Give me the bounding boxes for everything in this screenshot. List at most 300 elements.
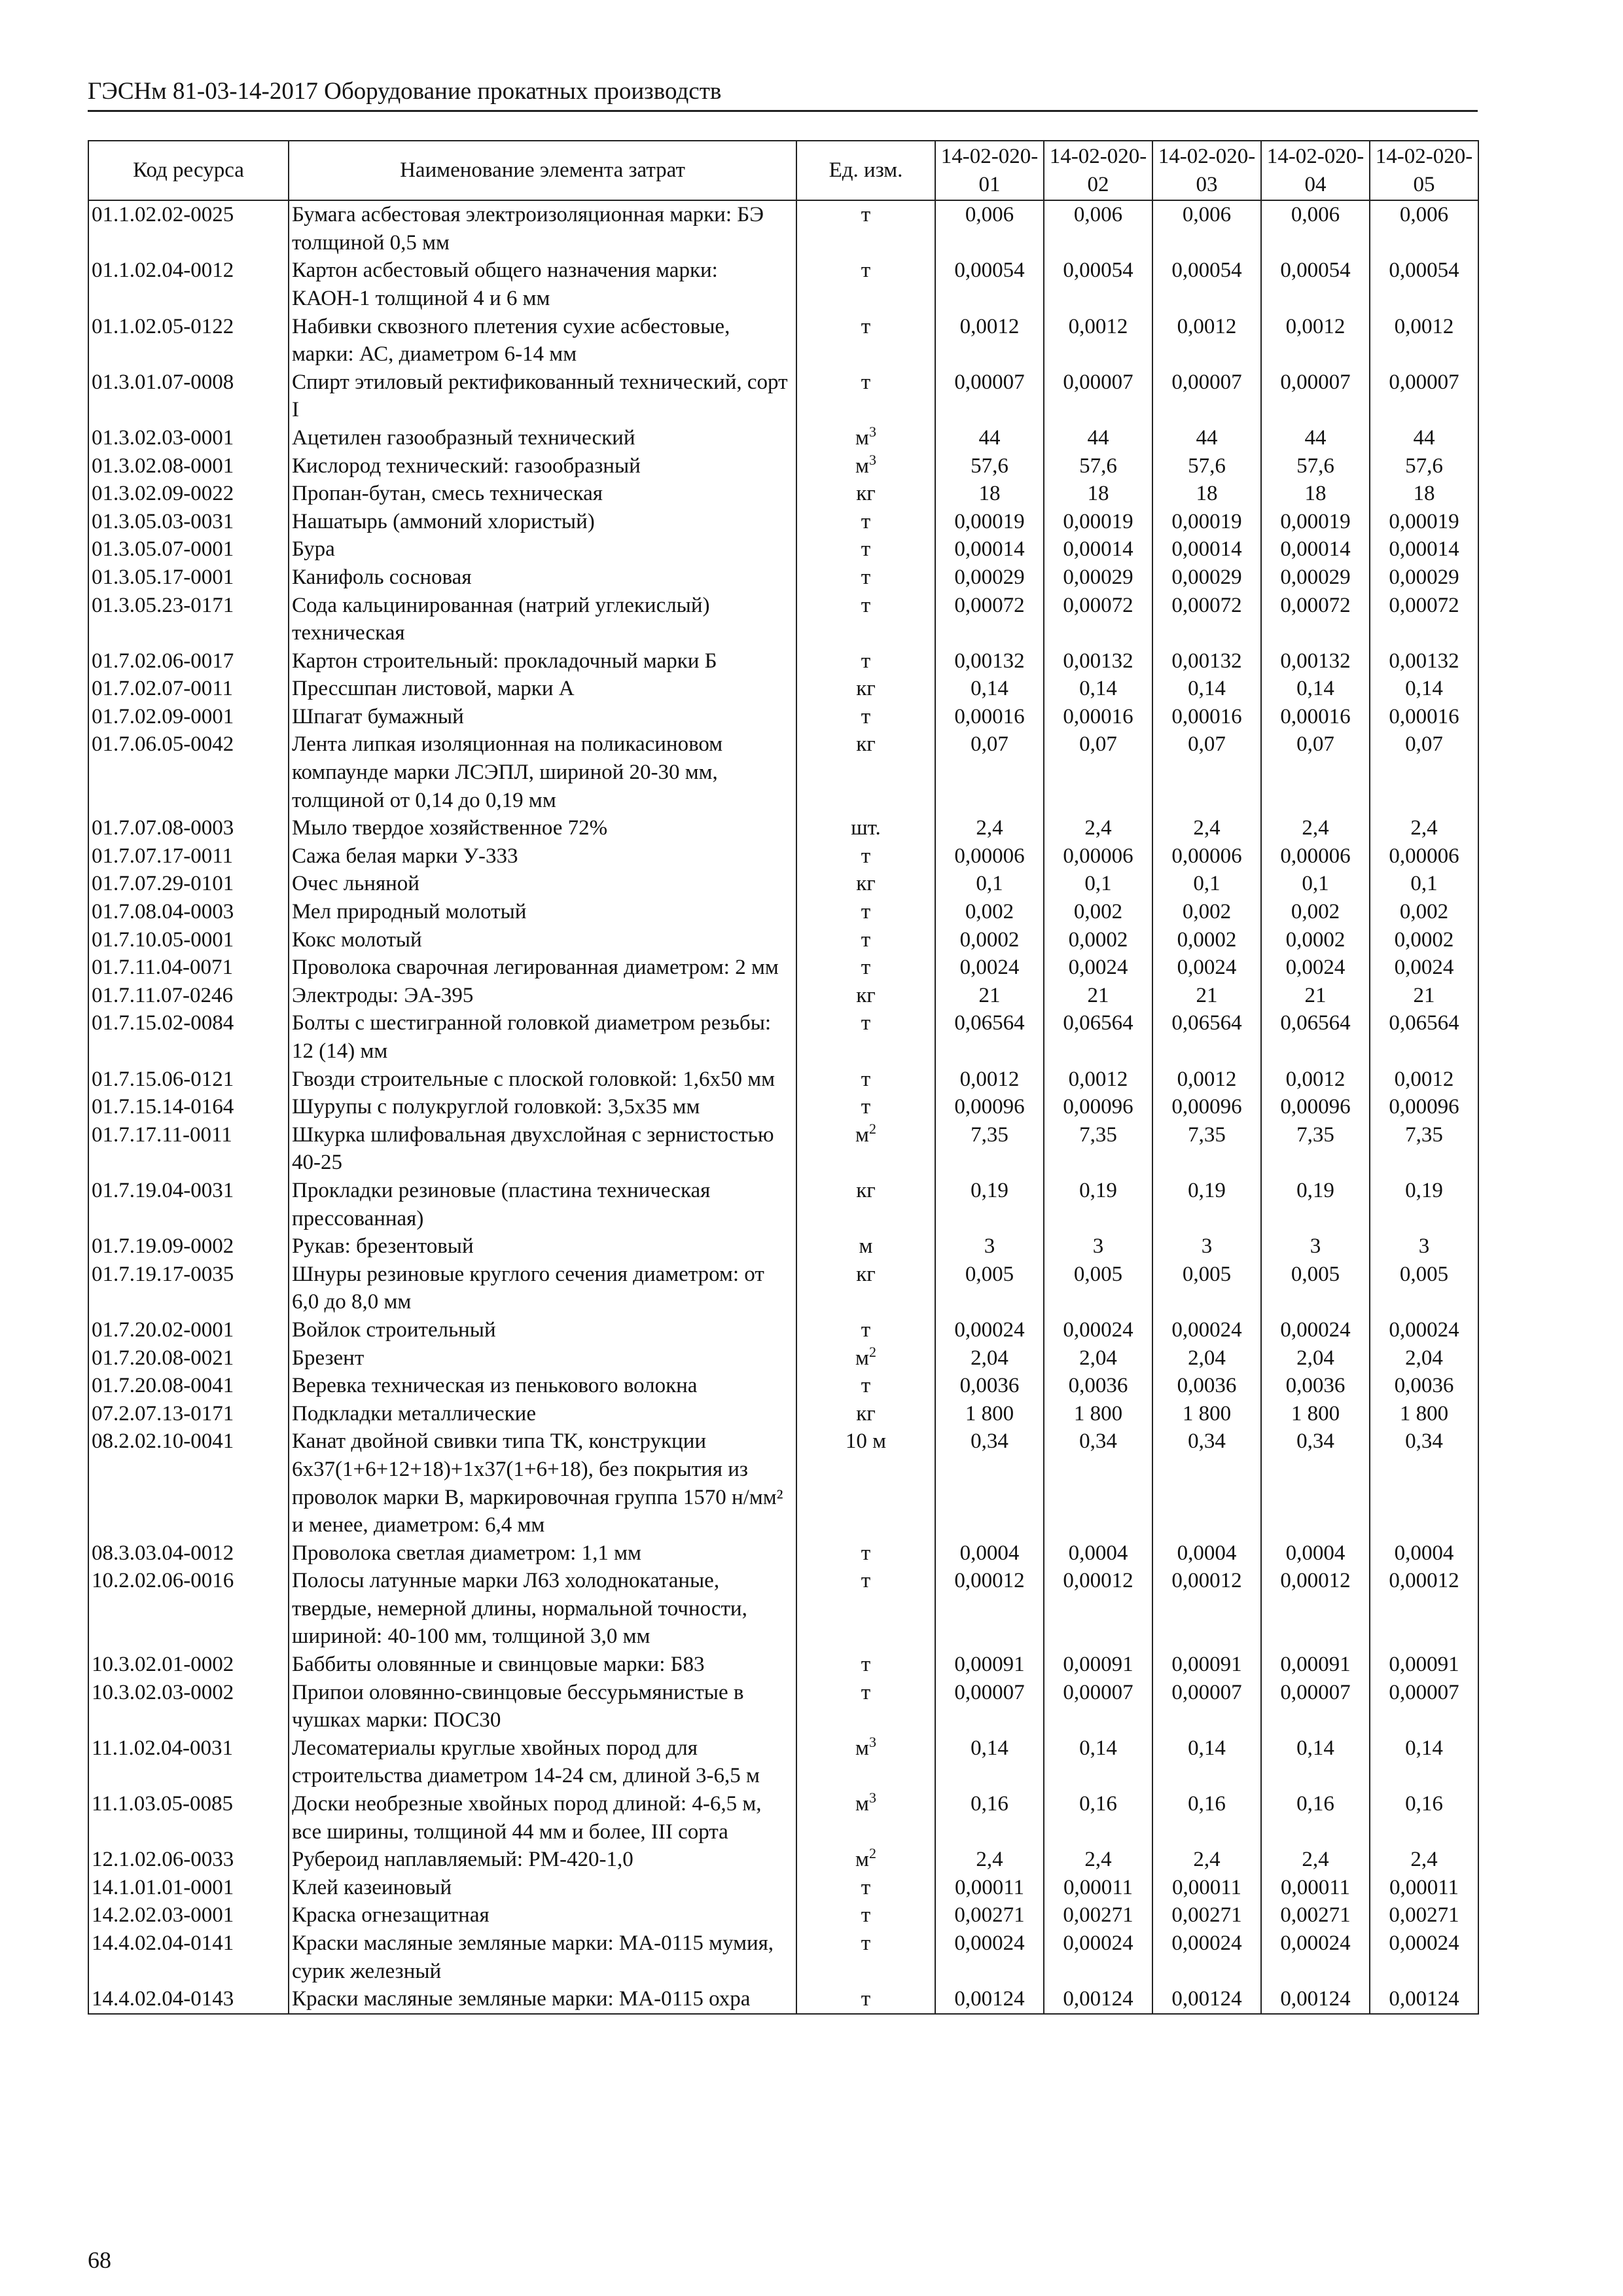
value-14-02-020-02: 0,00024 [1044,1929,1152,1985]
resource-code: 01.3.02.03-0001 [88,424,289,452]
resource-code: 01.7.19.04-0031 [88,1177,289,1232]
value-14-02-020-05: 0,00011 [1370,1874,1478,1902]
value-14-02-020-01: 18 [935,480,1044,508]
table-row [88,1929,1478,1985]
unit-text: м [855,1736,869,1760]
value-14-02-020-05: 0,00091 [1370,1651,1478,1679]
resource-name: Сода кальцинированная (натрий углекислый) техническая [289,592,796,647]
table-row [88,675,1478,703]
resource-name: Кокс молотый [289,926,796,954]
value-14-02-020-05: 57,6 [1370,452,1478,480]
value-14-02-020-01: 3 [935,1232,1044,1261]
value-14-02-020-03: 0,0002 [1152,926,1261,954]
value-14-02-020-02: 0,00007 [1044,1679,1152,1734]
value-14-02-020-05: 0,0036 [1370,1372,1478,1400]
resource-name: Подкладки металлические [289,1400,796,1428]
value-14-02-020-05: 0,0024 [1370,954,1478,982]
value-14-02-020-01: 2,4 [935,1846,1044,1874]
value-14-02-020-02: 18 [1044,480,1152,508]
unit-text: т [861,1987,871,2011]
table-row [88,1009,1478,1065]
table-row [88,1567,1478,1651]
table-row [88,1066,1478,1094]
resource-name: Шкурка шлифовальная двухслойная с зернистостью 40-25 [289,1121,796,1177]
value-14-02-020-01: 0,19 [935,1177,1044,1232]
unit-text: т [861,509,871,533]
resource-code: 01.3.05.07-0001 [88,535,289,564]
resource-name: Очес льняной [289,870,796,898]
unit-cell [796,647,935,675]
unit-cell [796,1567,935,1651]
col-header-14-02-020-03: 14-02-020-03 [1152,141,1261,200]
value-14-02-020-03: 0,14 [1152,1734,1261,1790]
resource-code: 01.3.05.03-0031 [88,508,289,536]
value-14-02-020-05: 0,16 [1370,1790,1478,1846]
unit-cell [796,1427,935,1539]
resource-name: Шурупы с полукруглой головкой: 3,5х35 мм [289,1093,796,1121]
value-14-02-020-01: 0,16 [935,1790,1044,1846]
value-14-02-020-01: 7,35 [935,1121,1044,1177]
unit-text: кг [856,677,876,701]
value-14-02-020-04: 2,4 [1261,814,1370,842]
resource-code: 12.1.02.06-0033 [88,1846,289,1874]
value-14-02-020-03: 0,00029 [1152,564,1261,592]
value-14-02-020-01: 2,4 [935,814,1044,842]
resource-code: 01.7.02.09-0001 [88,703,289,731]
value-14-02-020-02: 0,07 [1044,730,1152,814]
unit-text: кг [856,1178,876,1202]
value-14-02-020-05: 0,00007 [1370,1679,1478,1734]
col-header-14-02-020-02: 14-02-020-02 [1044,141,1152,200]
value-14-02-020-04: 0,14 [1261,675,1370,703]
unit-text: т [861,1374,871,1398]
value-14-02-020-02: 0,0012 [1044,1066,1152,1094]
resource-name: Краски масляные земляные марки: МА-0115 охра [289,1985,796,2014]
table-row [88,1651,1478,1679]
resource-code: 01.1.02.05-0122 [88,313,289,368]
unit-cell [796,1316,935,1344]
value-14-02-020-05: 3 [1370,1232,1478,1261]
unit-cell [796,368,935,424]
value-14-02-020-05: 0,00007 [1370,368,1478,424]
resource-name: Спирт этиловый ректификованный технический, сорт I [289,368,796,424]
resource-code: 01.7.02.06-0017 [88,647,289,675]
table-row [88,480,1478,508]
unit-cell [796,1261,935,1316]
value-14-02-020-05: 0,00132 [1370,647,1478,675]
value-14-02-020-04: 0,00024 [1261,1929,1370,1985]
unit-exponent: 2 [868,1845,876,1862]
resource-code: 01.3.02.08-0001 [88,452,289,480]
value-14-02-020-02: 2,4 [1044,814,1152,842]
value-14-02-020-03: 0,00007 [1152,368,1261,424]
unit-text: кг [856,732,876,757]
value-14-02-020-03: 0,002 [1152,898,1261,926]
value-14-02-020-02: 0,14 [1044,675,1152,703]
resource-name: Краски масляные земляные марки: МА-0115 мумия, сурик железный [289,1929,796,1985]
unit-text: т [861,565,871,589]
value-14-02-020-04: 0,19 [1261,1177,1370,1232]
table-row [88,452,1478,480]
unit-cell [796,1009,935,1065]
resource-code: 11.1.03.05-0085 [88,1790,289,1846]
value-14-02-020-02: 0,005 [1044,1261,1152,1316]
value-14-02-020-04: 1 800 [1261,1400,1370,1428]
value-14-02-020-04: 0,00007 [1261,1679,1370,1734]
unit-text: т [861,593,871,617]
resource-name: Рукав: брезентовый [289,1232,796,1261]
value-14-02-020-05: 0,00124 [1370,1985,1478,2014]
value-14-02-020-03: 0,19 [1152,1177,1261,1232]
value-14-02-020-01: 0,06564 [935,1009,1044,1065]
unit-cell [796,1344,935,1372]
value-14-02-020-05: 0,00024 [1370,1316,1478,1344]
value-14-02-020-05: 0,005 [1370,1261,1478,1316]
resource-name: Клей казеиновый [289,1874,796,1902]
value-14-02-020-01: 0,14 [935,675,1044,703]
unit-cell [796,1846,935,1874]
value-14-02-020-03: 0,14 [1152,675,1261,703]
value-14-02-020-02: 0,00016 [1044,703,1152,731]
value-14-02-020-02: 0,16 [1044,1790,1152,1846]
unit-text: т [861,1931,871,1955]
resource-name: Припои оловянно-свинцовые бессурьмянистые в чушках марки: ПОС30 [289,1679,796,1734]
value-14-02-020-04: 21 [1261,982,1370,1010]
resource-code: 10.3.02.01-0002 [88,1651,289,1679]
value-14-02-020-04: 0,00096 [1261,1093,1370,1121]
unit-text: шт. [851,816,881,840]
value-14-02-020-03: 0,16 [1152,1790,1261,1846]
value-14-02-020-03: 0,005 [1152,1261,1261,1316]
unit-cell [796,480,935,508]
value-14-02-020-05: 2,4 [1370,1846,1478,1874]
value-14-02-020-01: 0,00132 [935,647,1044,675]
resource-code: 14.4.02.04-0141 [88,1929,289,1985]
value-14-02-020-01: 0,00029 [935,564,1044,592]
table-row [88,954,1478,982]
resource-code: 01.7.19.17-0035 [88,1261,289,1316]
resource-name: Рубероид наплавляемый: РМ-420-1,0 [289,1846,796,1874]
table-row [88,1679,1478,1734]
resource-code: 14.1.01.01-0001 [88,1874,289,1902]
resource-code: 01.7.07.17-0011 [88,842,289,870]
table-row [88,1901,1478,1929]
resource-code: 01.3.05.17-0001 [88,564,289,592]
value-14-02-020-02: 1 800 [1044,1400,1152,1428]
value-14-02-020-04: 0,00091 [1261,1651,1370,1679]
value-14-02-020-01: 0,0012 [935,1066,1044,1094]
value-14-02-020-05: 18 [1370,480,1478,508]
value-14-02-020-03: 0,00091 [1152,1651,1261,1679]
value-14-02-020-05: 0,00096 [1370,1093,1478,1121]
value-14-02-020-01: 0,00096 [935,1093,1044,1121]
resource-name: Брезент [289,1344,796,1372]
resource-name: Кислород технический: газообразный [289,452,796,480]
value-14-02-020-05: 0,00019 [1370,508,1478,536]
value-14-02-020-02: 0,00091 [1044,1651,1152,1679]
unit-cell [796,1734,935,1790]
value-14-02-020-02: 0,34 [1044,1427,1152,1539]
value-14-02-020-05: 0,00054 [1370,257,1478,312]
resource-name: Ацетилен газообразный технический [289,424,796,452]
resource-name: Проволока сварочная легированная диаметром: 2 мм [289,954,796,982]
value-14-02-020-01: 0,006 [935,200,1044,257]
col-header-14-02-020-01: 14-02-020-01 [935,141,1044,200]
value-14-02-020-03: 0,00271 [1152,1901,1261,1929]
value-14-02-020-04: 7,35 [1261,1121,1370,1177]
value-14-02-020-04: 0,00024 [1261,1316,1370,1344]
value-14-02-020-03: 2,04 [1152,1344,1261,1372]
value-14-02-020-02: 0,00006 [1044,842,1152,870]
value-14-02-020-01: 0,14 [935,1734,1044,1790]
value-14-02-020-04: 0,00124 [1261,1985,1370,2014]
value-14-02-020-05: 0,00271 [1370,1901,1478,1929]
resource-name: Канифоль сосновая [289,564,796,592]
value-14-02-020-05: 0,0012 [1370,1066,1478,1094]
value-14-02-020-04: 0,00011 [1261,1874,1370,1902]
value-14-02-020-03: 0,00024 [1152,1316,1261,1344]
value-14-02-020-03: 1 800 [1152,1400,1261,1428]
value-14-02-020-02: 0,00072 [1044,592,1152,647]
value-14-02-020-02: 0,0004 [1044,1539,1152,1568]
resource-name: Шнуры резиновые круглого сечения диаметром: от 6,0 до 8,0 мм [289,1261,796,1316]
value-14-02-020-03: 57,6 [1152,452,1261,480]
resource-code: 10.3.02.03-0002 [88,1679,289,1734]
table-row [88,535,1478,564]
value-14-02-020-04: 44 [1261,424,1370,452]
value-14-02-020-05: 2,04 [1370,1344,1478,1372]
value-14-02-020-05: 2,4 [1370,814,1478,842]
value-14-02-020-04: 0,00016 [1261,703,1370,731]
unit-exponent: 3 [868,1733,876,1750]
unit-cell [796,452,935,480]
unit-cell [796,842,935,870]
value-14-02-020-02: 0,00132 [1044,647,1152,675]
resource-name: Сажа белая марки У-333 [289,842,796,870]
value-14-02-020-04: 0,00012 [1261,1567,1370,1651]
value-14-02-020-01: 0,00006 [935,842,1044,870]
table-row [88,730,1478,814]
value-14-02-020-03: 0,00019 [1152,508,1261,536]
resource-name: Шпагат бумажный [289,703,796,731]
unit-cell [796,200,935,257]
resource-code: 01.7.17.11-0011 [88,1121,289,1177]
resource-table [88,140,1479,2015]
resource-code: 01.7.15.02-0084 [88,1009,289,1065]
value-14-02-020-05: 0,07 [1370,730,1478,814]
table-row [88,1316,1478,1344]
value-14-02-020-05: 0,00072 [1370,592,1478,647]
resource-name: Картон строительный: прокладочный марки Б [289,647,796,675]
value-14-02-020-02: 0,0012 [1044,313,1152,368]
value-14-02-020-02: 0,00271 [1044,1901,1152,1929]
value-14-02-020-04: 0,16 [1261,1790,1370,1846]
table-row [88,1985,1478,2014]
unit-exponent: 3 [868,423,876,440]
unit-cell [796,730,935,814]
resource-name: Бура [289,535,796,564]
value-14-02-020-04: 0,0012 [1261,1066,1370,1094]
unit-cell [796,1679,935,1734]
value-14-02-020-03: 7,35 [1152,1121,1261,1177]
resource-code: 01.7.20.08-0041 [88,1372,289,1400]
value-14-02-020-05: 0,00016 [1370,703,1478,731]
unit-text: кг [856,983,876,1007]
table-row [88,842,1478,870]
value-14-02-020-02: 0,00024 [1044,1316,1152,1344]
resource-code: 01.7.10.05-0001 [88,926,289,954]
value-14-02-020-03: 0,00054 [1152,257,1261,312]
resource-name: Прессшпан листовой, марки А [289,675,796,703]
unit-exponent: 3 [868,1789,876,1806]
unit-text: т [861,844,871,868]
table-row [88,257,1478,312]
unit-cell [796,1093,935,1121]
table-row [88,592,1478,647]
table-row [88,1372,1478,1400]
value-14-02-020-03: 0,00006 [1152,842,1261,870]
unit-text: м [855,1346,869,1370]
value-14-02-020-03: 0,00016 [1152,703,1261,731]
resource-name: Лента липкая изоляционная на поликасиновом компаунде марки ЛСЭПЛ, шириной 20-30 мм, толщиной от 0,14 до 0,19 мм [289,730,796,814]
table-row [88,1427,1478,1539]
value-14-02-020-04: 0,07 [1261,730,1370,814]
unit-exponent: 2 [868,1343,876,1360]
value-14-02-020-04: 0,00072 [1261,592,1370,647]
unit-cell [796,508,935,536]
value-14-02-020-04: 18 [1261,480,1370,508]
resource-code: 01.7.15.14-0164 [88,1093,289,1121]
table-row [88,1232,1478,1261]
unit-cell [796,424,935,452]
value-14-02-020-04: 0,00019 [1261,508,1370,536]
table-header-row [88,141,1478,200]
value-14-02-020-02: 0,00054 [1044,257,1152,312]
resource-name: Баббиты оловянные и свинцовые марки: Б83 [289,1651,796,1679]
unit-cell [796,1790,935,1846]
unit-exponent: 3 [868,451,876,468]
resource-code: 08.3.03.04-0012 [88,1539,289,1568]
value-14-02-020-03: 0,0012 [1152,313,1261,368]
resource-code: 08.2.02.10-0041 [88,1427,289,1539]
unit-text: кг [856,482,876,506]
resource-code: 01.7.15.06-0121 [88,1066,289,1094]
unit-text: т [861,1318,871,1342]
resource-code: 01.7.02.07-0011 [88,675,289,703]
unit-cell [796,564,935,592]
resource-code: 01.3.02.09-0022 [88,480,289,508]
value-14-02-020-04: 0,34 [1261,1427,1370,1539]
resource-code: 01.7.06.05-0042 [88,730,289,814]
page-number: 68 [88,2247,111,2273]
table-row [88,424,1478,452]
value-14-02-020-02: 0,0036 [1044,1372,1152,1400]
unit-cell [796,1651,935,1679]
table-row [88,647,1478,675]
value-14-02-020-03: 0,00011 [1152,1874,1261,1902]
unit-text: т [861,1680,871,1704]
unit-cell [796,954,935,982]
table-row [88,313,1478,368]
unit-cell [796,870,935,898]
resource-name: Нашатырь (аммоний хлористый) [289,508,796,536]
value-14-02-020-03: 0,00007 [1152,1679,1261,1734]
value-14-02-020-04: 0,14 [1261,1734,1370,1790]
value-14-02-020-05: 0,006 [1370,200,1478,257]
value-14-02-020-05: 0,00029 [1370,564,1478,592]
value-14-02-020-01: 0,00024 [935,1316,1044,1344]
resource-name: Пропан-бутан, смесь техническая [289,480,796,508]
value-14-02-020-02: 2,04 [1044,1344,1152,1372]
value-14-02-020-02: 57,6 [1044,452,1152,480]
value-14-02-020-04: 2,4 [1261,1846,1370,1874]
table-row [88,1734,1478,1790]
value-14-02-020-03: 0,1 [1152,870,1261,898]
document-title: ГЭСНм 81-03-14-2017 Оборудование прокатных производств [88,78,722,105]
unit-cell [796,1121,935,1177]
table-row [88,508,1478,536]
value-14-02-020-04: 0,0024 [1261,954,1370,982]
unit-text: т [861,370,871,394]
value-14-02-020-04: 0,0002 [1261,926,1370,954]
unit-text: т [861,1067,871,1091]
value-14-02-020-03: 3 [1152,1232,1261,1261]
value-14-02-020-04: 0,0012 [1261,313,1370,368]
value-14-02-020-05: 0,00006 [1370,842,1478,870]
value-14-02-020-02: 3 [1044,1232,1152,1261]
unit-exponent: 2 [868,1120,876,1137]
unit-cell [796,703,935,731]
value-14-02-020-02: 0,00019 [1044,508,1152,536]
resource-code: 01.3.01.07-0008 [88,368,289,424]
value-14-02-020-05: 0,34 [1370,1427,1478,1539]
unit-text: т [861,900,871,924]
value-14-02-020-04: 0,00007 [1261,368,1370,424]
resource-name: Проволока светлая диаметром: 1,1 мм [289,1539,796,1568]
unit-text: т [861,203,871,227]
value-14-02-020-01: 0,07 [935,730,1044,814]
unit-text: т [861,956,871,980]
value-14-02-020-03: 0,0036 [1152,1372,1261,1400]
table-row [88,1093,1478,1121]
value-14-02-020-04: 3 [1261,1232,1370,1261]
value-14-02-020-03: 0,00024 [1152,1929,1261,1985]
resource-code: 01.1.02.04-0012 [88,257,289,312]
table-row [88,982,1478,1010]
table-row [88,1846,1478,1874]
value-14-02-020-05: 0,00014 [1370,535,1478,564]
resource-code: 01.1.02.02-0025 [88,200,289,257]
resource-name: Лесоматериалы круглые хвойных пород для строительства диаметром 14-24 см, длиной 3-6,5 м [289,1734,796,1790]
value-14-02-020-02: 2,4 [1044,1846,1152,1874]
value-14-02-020-04: 0,002 [1261,898,1370,926]
value-14-02-020-03: 18 [1152,480,1261,508]
value-14-02-020-05: 0,19 [1370,1177,1478,1232]
value-14-02-020-02: 0,00029 [1044,564,1152,592]
value-14-02-020-01: 0,00007 [935,368,1044,424]
resource-code: 01.7.11.04-0071 [88,954,289,982]
value-14-02-020-01: 0,00054 [935,257,1044,312]
value-14-02-020-03: 0,06564 [1152,1009,1261,1065]
unit-cell [796,814,935,842]
resource-code: 11.1.02.04-0031 [88,1734,289,1790]
unit-cell [796,675,935,703]
table-row [88,1790,1478,1846]
value-14-02-020-05: 21 [1370,982,1478,1010]
resource-code: 01.7.20.08-0021 [88,1344,289,1372]
value-14-02-020-01: 0,00012 [935,1567,1044,1651]
resource-name: Прокладки резиновые (пластина техническая прессованная) [289,1177,796,1232]
